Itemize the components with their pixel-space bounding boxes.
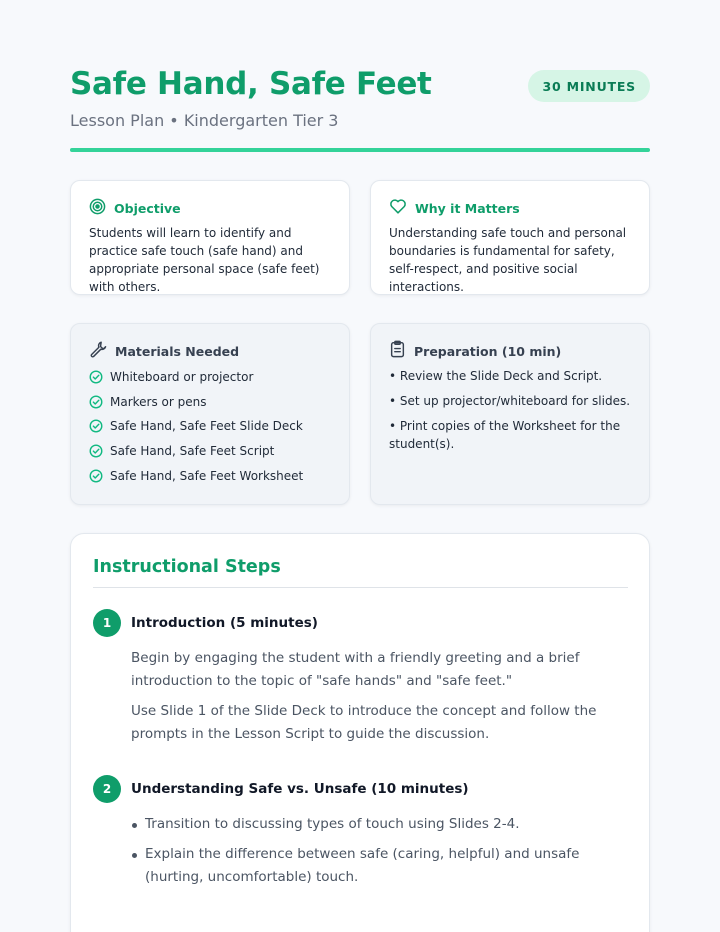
list-item: Transition to discussing types of touch using Slides 2-4. — [131, 813, 631, 836]
target-icon — [89, 198, 106, 219]
section-divider — [93, 587, 628, 588]
objective-card — [70, 180, 350, 295]
list-item: Explain the difference between safe (caring, helpful) and unsafe (hurting, uncomfortable) touch. — [131, 843, 631, 889]
page-subtitle: Lesson Plan • Kindergarten Tier 3 — [70, 111, 339, 130]
list-item: • Review the Slide Deck and Script. — [389, 369, 603, 383]
page-title: Safe Hand, Safe Feet — [70, 66, 432, 102]
step-title: Understanding Safe vs. Unsafe (10 minutes) — [131, 781, 469, 797]
materials-card — [70, 323, 350, 505]
check-circle-icon — [89, 444, 103, 458]
header-divider — [70, 148, 650, 152]
step-bullet-list — [131, 813, 631, 896]
check-circle-icon — [89, 370, 103, 384]
step-paragraph: Use Slide 1 of the Slide Deck to introduce the concept and follow the prompts in the Lesson Script to guide the discussion. — [131, 703, 597, 742]
list-item — [89, 365, 331, 390]
material-label: Safe Hand, Safe Feet Slide Deck — [110, 419, 303, 434]
why-it-matters-title: Why it Matters — [415, 200, 520, 216]
list-item: • Set up projector/whiteboard for slides. — [389, 394, 631, 408]
duration-badge: 30 MINUTES — [528, 70, 650, 102]
preparation-card — [370, 323, 650, 505]
step-number-badge: 2 — [93, 775, 121, 803]
material-label: Safe Hand, Safe Feet Worksheet — [110, 468, 304, 483]
list-item — [89, 463, 331, 488]
check-circle-icon — [89, 395, 103, 409]
instructional-steps-card — [70, 533, 650, 932]
materials-title: Materials Needed — [115, 343, 240, 359]
check-circle-icon — [89, 419, 103, 433]
check-circle-icon — [89, 469, 103, 483]
preparation-title: Preparation (10 min) — [414, 343, 562, 359]
list-item: • Print copies of the Worksheet for the student(s). — [389, 419, 621, 451]
list-item — [89, 414, 331, 439]
why-it-matters-card — [370, 180, 650, 295]
materials-list — [89, 365, 331, 488]
material-label: Whiteboard or projector — [110, 370, 254, 385]
lesson-plan-page — [70, 0, 650, 885]
instructional-steps-title: Instructional Steps — [93, 557, 281, 577]
material-label: Safe Hand, Safe Feet Script — [110, 444, 275, 459]
clipboard-icon — [389, 340, 406, 362]
preparation-list — [389, 367, 631, 453]
objective-text: Students will learn to identify and practice safe touch (safe hand) and appropriate personal space (safe feet) with others. — [89, 226, 320, 294]
list-item — [89, 439, 331, 464]
lesson-header — [70, 0, 650, 152]
step-title: Introduction (5 minutes) — [131, 615, 318, 631]
wrench-icon — [89, 340, 107, 362]
heart-icon — [389, 198, 407, 219]
why-it-matters-text: Understanding safe touch and personal boundaries is fundamental for safety, self-respect, and positive social interactions. — [389, 226, 627, 294]
step-paragraph: Begin by engaging the student with a friendly greeting and a brief introduction to the topic of "safe hands" and "safe feet." — [131, 650, 580, 689]
list-item — [89, 390, 331, 415]
step-number-badge: 1 — [93, 609, 121, 637]
objective-title: Objective — [114, 200, 181, 216]
material-label: Markers or pens — [110, 394, 207, 409]
